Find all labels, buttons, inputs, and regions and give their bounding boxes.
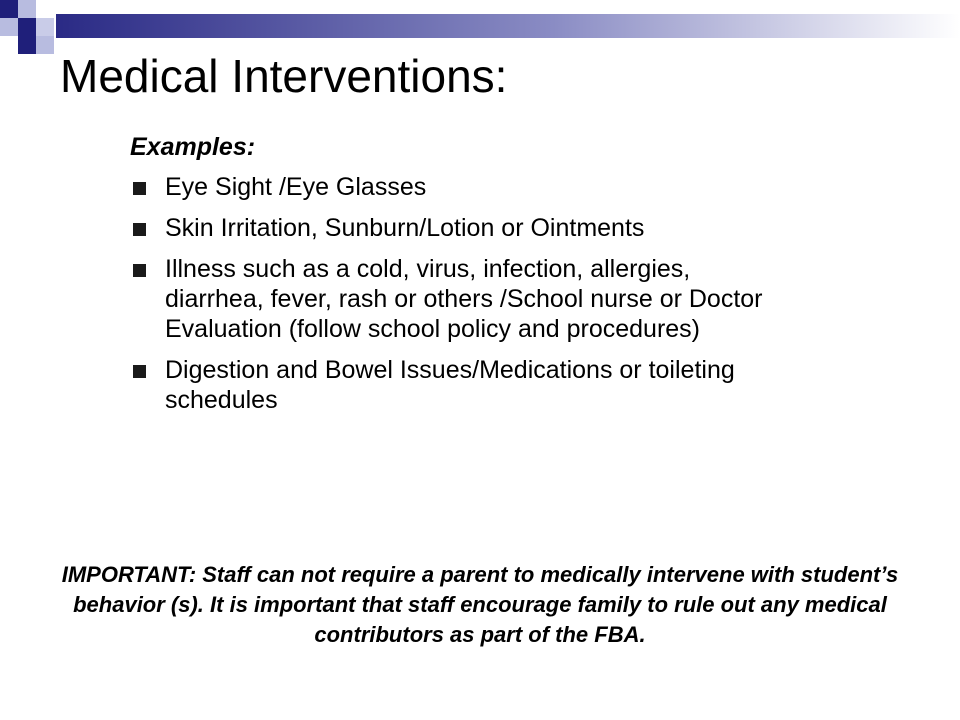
list-item <box>133 254 773 344</box>
list-item-text: Skin Irritation, Sunburn/Lotion or Ointments <box>165 214 645 242</box>
decor-square-light-2 <box>0 18 18 36</box>
decor-square-navy-2 <box>18 18 36 36</box>
list-item <box>133 172 773 202</box>
examples-list <box>133 172 773 426</box>
slide-title: Medical Interventions: <box>60 50 508 102</box>
square-bullet-icon <box>133 264 146 277</box>
examples-heading: Examples: <box>130 133 256 161</box>
decor-gradient-bar <box>56 14 960 38</box>
decor-square-light-1 <box>18 0 36 18</box>
decor-square-light-3 <box>36 18 54 36</box>
square-bullet-icon <box>133 182 146 195</box>
square-bullet-icon <box>133 365 146 378</box>
decor-square-navy-1 <box>0 0 18 18</box>
list-item-text: Eye Sight /Eye Glasses <box>165 173 427 201</box>
list-item-text: Digestion and Bowel Issues/Medications or toileting schedules <box>165 356 735 414</box>
decor-square-light-4 <box>36 36 54 54</box>
square-bullet-icon <box>133 223 146 236</box>
list-item-text: Illness such as a cold, virus, infection, allergies, diarrhea, fever, rash or others /School nurse or Doctor Evaluation (follow school policy and procedures) <box>165 255 763 343</box>
list-item <box>133 355 773 415</box>
list-item <box>133 213 773 243</box>
decor-square-navy-3 <box>18 36 36 54</box>
important-note: IMPORTANT: Staff can not require a parent to medically intervene with student’s behavior (s). It is important that staff encourage family to rule out any medical contributors as part of the FBA. <box>61 562 899 647</box>
